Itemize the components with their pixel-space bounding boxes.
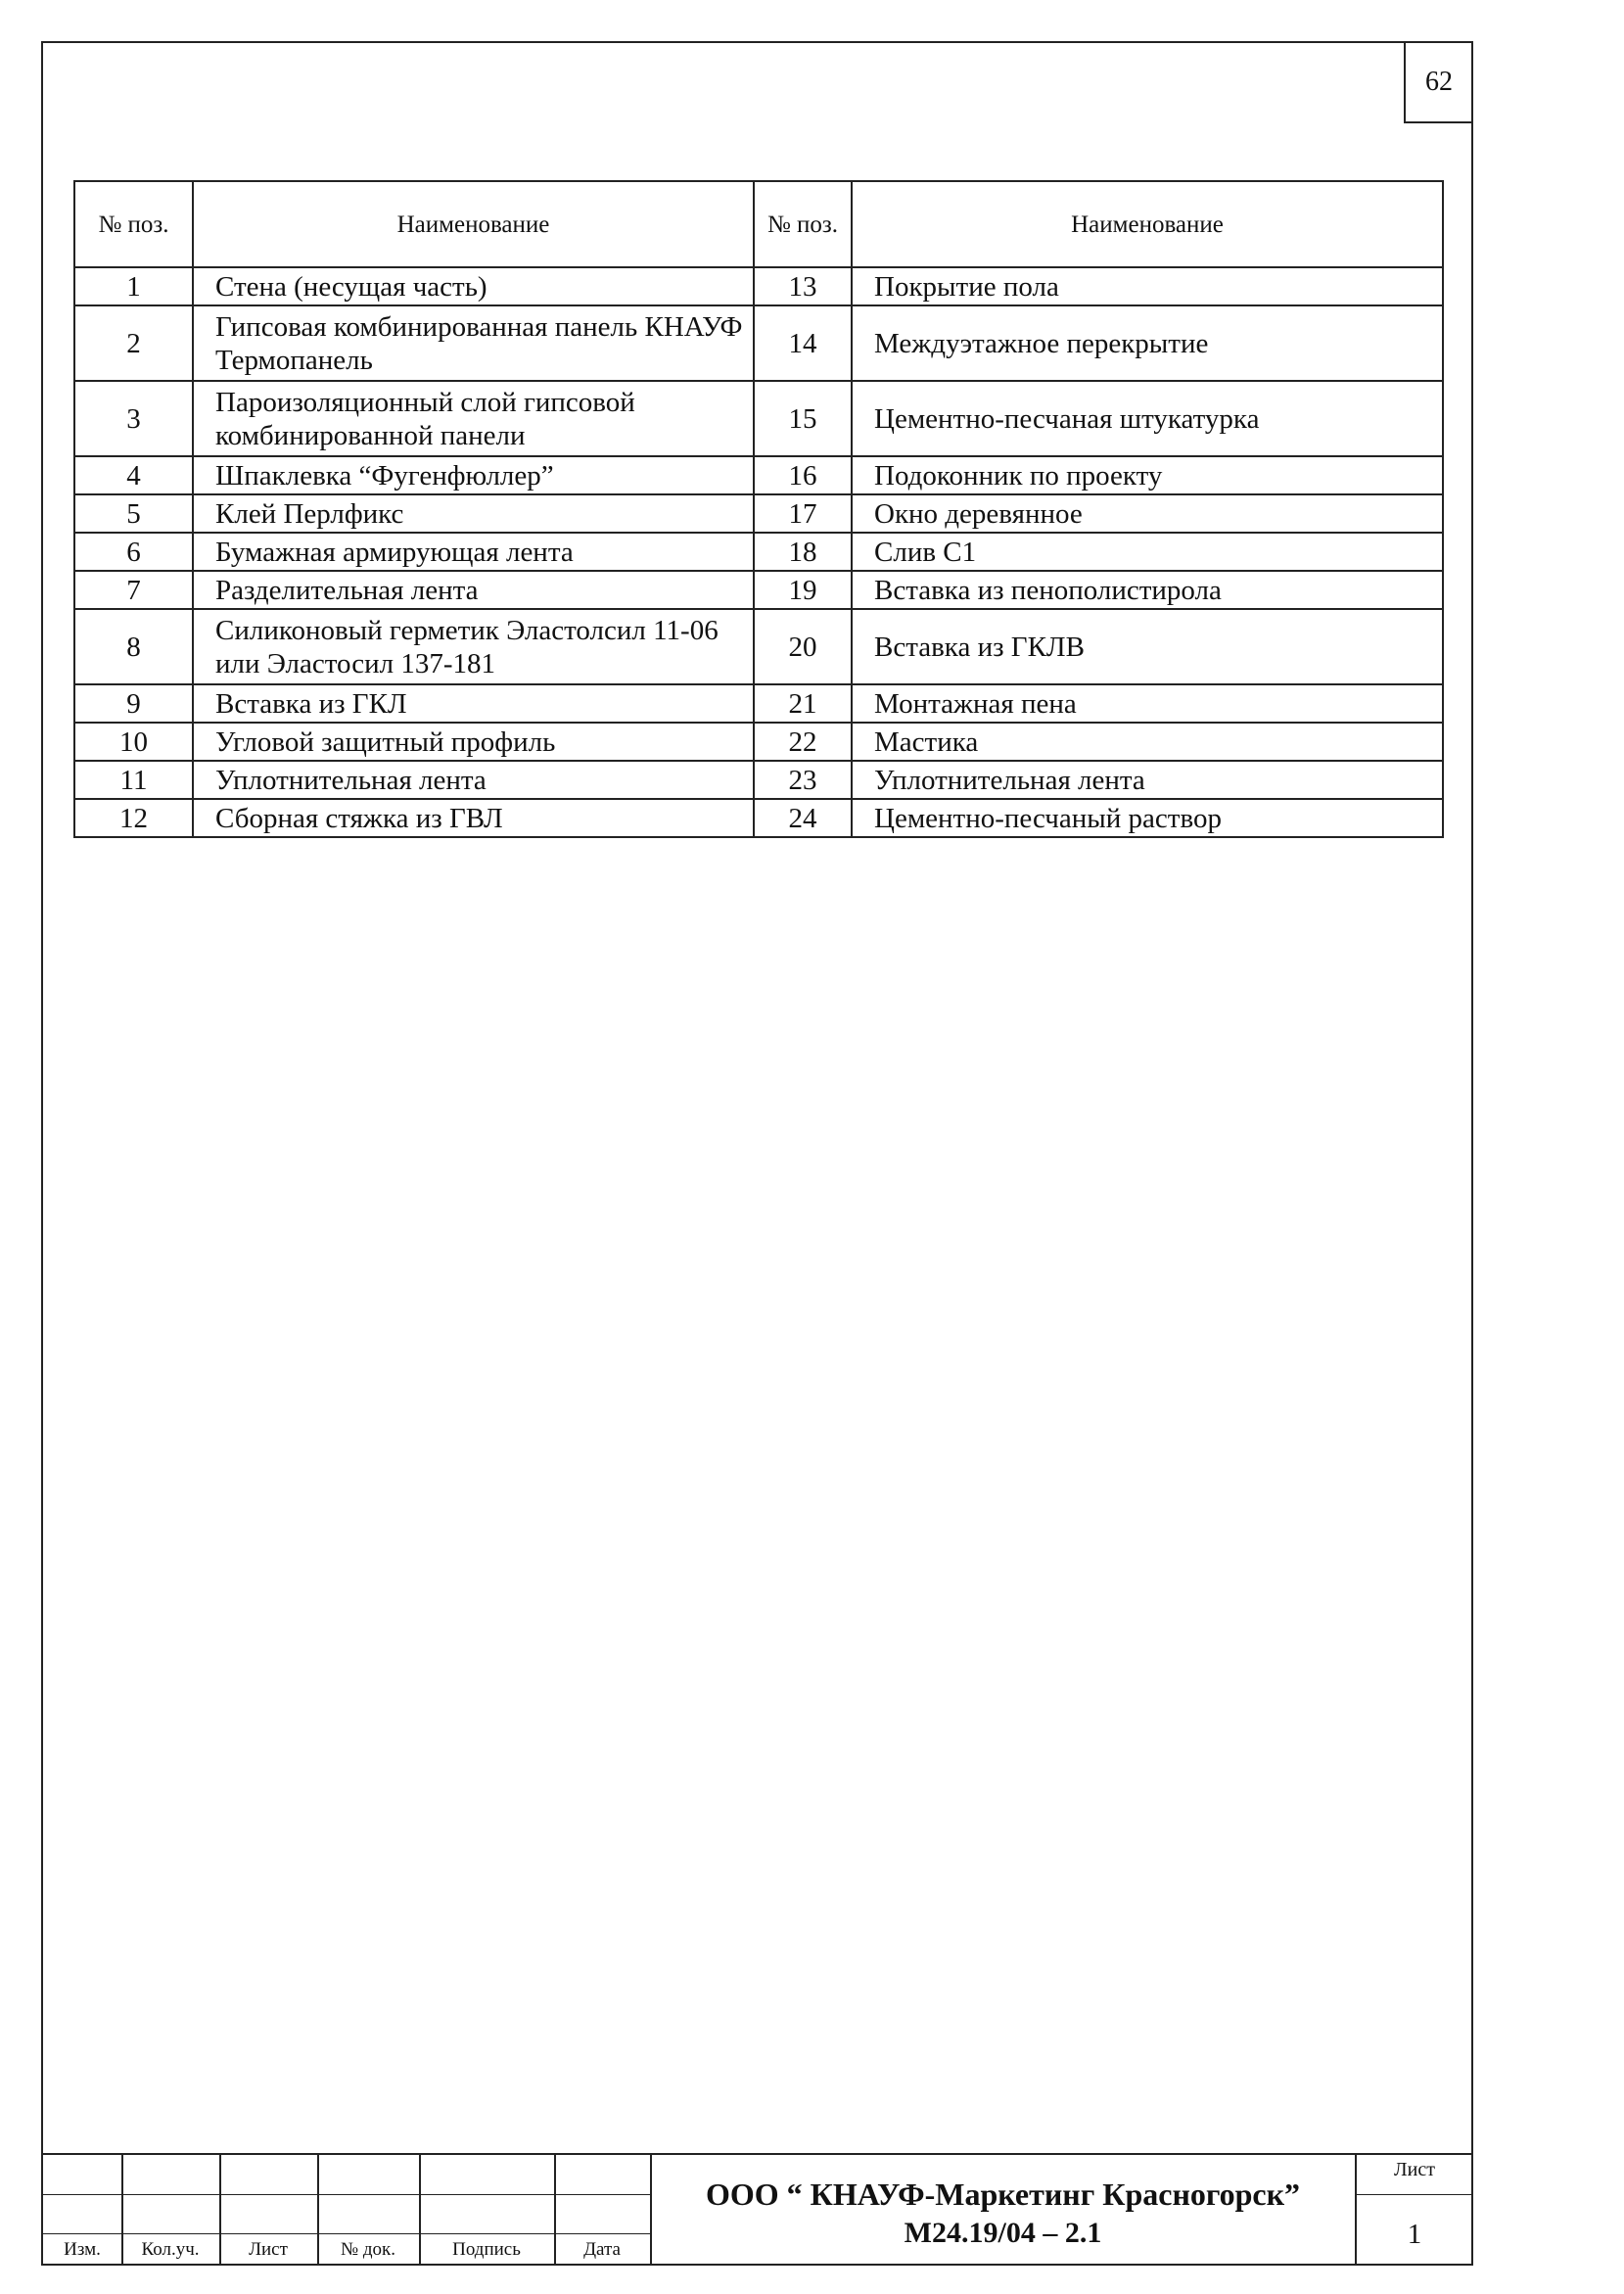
table-row (74, 494, 1443, 533)
table-row (74, 571, 1443, 609)
header-name-left: Наименование (193, 181, 754, 267)
position-number: 24 (754, 799, 852, 837)
table-row (74, 267, 1443, 305)
sheet-number: 1 (1407, 2219, 1422, 2250)
position-number: 2 (74, 305, 193, 381)
item-name: Силиконовый герметик Эластолсил 11-06 или Эластосил 137-181 (193, 609, 754, 684)
sheet-label: Лист (1394, 2159, 1435, 2180)
position-number: 6 (74, 533, 193, 571)
label-kol-uch: Кол.уч. (141, 2239, 200, 2260)
header-num-left: № поз. (74, 181, 193, 267)
position-number: 5 (74, 494, 193, 533)
position-number: 4 (74, 456, 193, 494)
item-name: Покрытие пола (852, 267, 1443, 305)
position-number: 8 (74, 609, 193, 684)
label-izm: Изм. (64, 2239, 101, 2260)
position-number: 7 (74, 571, 193, 609)
title-block (43, 2153, 1473, 2266)
label-signature: Подпись (452, 2239, 521, 2260)
item-name: Цементно-песчаная штукатурка (852, 381, 1443, 456)
item-name: Мастика (852, 723, 1443, 761)
item-name: Бумажная армирующая лента (193, 533, 754, 571)
item-name: Клей Перлфикс (193, 494, 754, 533)
position-number: 22 (754, 723, 852, 761)
item-name: Цементно-песчаный раствор (852, 799, 1443, 837)
item-name: Монтажная пена (852, 684, 1443, 723)
position-number: 1 (74, 267, 193, 305)
item-name: Окно деревянное (852, 494, 1443, 533)
item-name: Уплотнительная лента (852, 761, 1443, 799)
page-number: 62 (1404, 43, 1472, 123)
table-row (74, 799, 1443, 837)
table-row (74, 305, 1443, 381)
position-number: 12 (74, 799, 193, 837)
header-num-right: № поз. (754, 181, 852, 267)
table-row (74, 609, 1443, 684)
position-number: 20 (754, 609, 852, 684)
item-name: Слив С1 (852, 533, 1443, 571)
label-doc-no: № док. (340, 2239, 396, 2260)
position-number: 14 (754, 305, 852, 381)
position-number: 11 (74, 761, 193, 799)
item-name: Сборная стяжка из ГВЛ (193, 799, 754, 837)
label-list: Лист (249, 2239, 288, 2260)
position-number: 17 (754, 494, 852, 533)
table-row (74, 533, 1443, 571)
position-number: 16 (754, 456, 852, 494)
position-number: 10 (74, 723, 193, 761)
table-row (74, 381, 1443, 456)
table-row (74, 723, 1443, 761)
document-code: М24.19/04 – 2.1 (904, 2217, 1102, 2249)
item-name: Гипсовая комбинированная панель КНАУФ Термопанель (193, 305, 754, 381)
header-name-right: Наименование (852, 181, 1443, 267)
position-number: 23 (754, 761, 852, 799)
item-name: Подоконник по проекту (852, 456, 1443, 494)
item-name: Вставка из ГКЛВ (852, 609, 1443, 684)
item-name: Вставка из пенополистирола (852, 571, 1443, 609)
item-name: Шпаклевка “Фугенфюллер” (193, 456, 754, 494)
position-number: 9 (74, 684, 193, 723)
item-name: Уплотнительная лента (193, 761, 754, 799)
item-name: Угловой защитный профиль (193, 723, 754, 761)
item-name: Вставка из ГКЛ (193, 684, 754, 723)
item-name: Разделительная лента (193, 571, 754, 609)
position-number: 19 (754, 571, 852, 609)
table-row (74, 761, 1443, 799)
position-number: 3 (74, 381, 193, 456)
position-number: 21 (754, 684, 852, 723)
position-number: 13 (754, 267, 852, 305)
item-name: Междуэтажное перекрытие (852, 305, 1443, 381)
specification-table (73, 180, 1444, 838)
table-header-row (74, 181, 1443, 267)
company-name: ООО “ КНАУФ-Маркетинг Красногорск” (705, 2177, 1301, 2212)
position-number: 15 (754, 381, 852, 456)
item-name: Стена (несущая часть) (193, 267, 754, 305)
table-row (74, 456, 1443, 494)
item-name: Пароизоляционный слой гипсовой комбинированной панели (193, 381, 754, 456)
label-date: Дата (583, 2239, 621, 2260)
table-row (74, 684, 1443, 723)
position-number: 18 (754, 533, 852, 571)
